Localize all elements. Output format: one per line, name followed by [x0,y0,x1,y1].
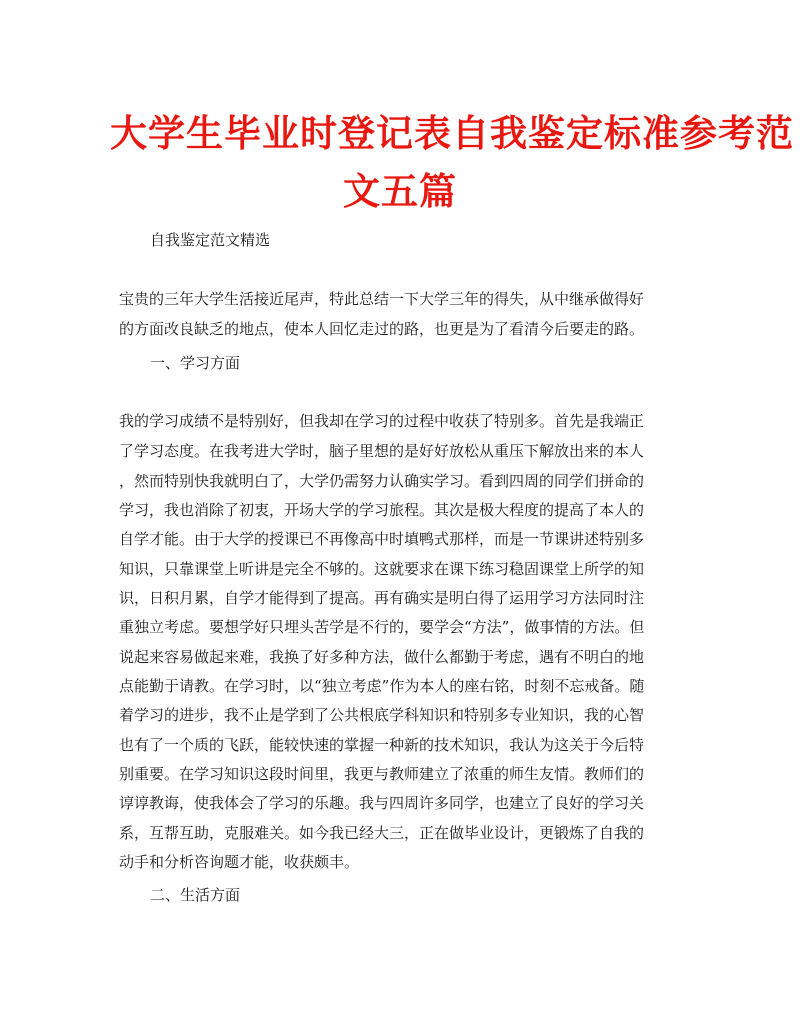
paragraph-line: 也有了一个质的飞跃，能较快速的掌握一种新的技术知识，我认为这关于今后特 [119,736,645,754]
paragraph-line: ，然而特别快我就明白了，大学仍需努力认确实学习。看到四周的同学们拼命的 [119,472,645,490]
document-subtitle: 自我鉴定范文精选 [150,231,271,249]
section-heading-study: 一、学习方面 [150,354,241,372]
paragraph-line: 着学习的进步，我不止是学到了公共根底学科知识和特别多专业知识，我的心智 [119,706,645,724]
paragraph-line: 谆谆教诲，使我体会了学习的乐趣。我与四周许多同学，也建立了良好的学习关 [119,794,645,812]
paragraph-line: 说起来容易做起来难，我换了好多种方法，做什么都勤于考虑，遇有不明白的地 [119,648,645,666]
paragraph-line: 别重要。在学习知识这段时间里，我更与教师建立了浓重的师生友情。教师们的 [119,765,645,783]
paragraph-line: 重独立考虑。要想学好只埋头苦学是不行的，要学会“方法”，做事情的方法。但 [119,618,645,636]
paragraph-line: 识，日积月累，自学才能得到了提高。再有确实是明白得了运用学习方法同时注 [119,589,645,607]
document-title-line-1: 大学生毕业时登记表自我鉴定标准参考范 [110,112,794,155]
paragraph-line: 系，互帮互助，克服难关。如今我已经大三，正在做毕业设计，更锻炼了自我的 [119,824,645,842]
intro-line: 宝贵的三年大学生活接近尾声，特此总结一下大学三年的得失，从中继承做得好 [119,290,645,308]
paragraph-line: 自学才能。由于大学的授课已不再像高中时填鸭式那样，而是一节课讲述特别多 [119,530,645,548]
paragraph-line: 了学习态度。在我考进大学时，脑子里想的是好好放松从重压下解放出来的本人 [119,442,645,460]
paragraph-line: 动手和分析咨询题才能，收获颇丰。 [119,853,360,871]
paragraph-line: 学习，我也消除了初衷，开场大学的学习旅程。其次是极大程度的提高了本人的 [119,501,645,519]
intro-line: 的方面改良缺乏的地点，使本人回忆走过的路，也更是为了看清今后要走的路。 [119,320,645,338]
paragraph-line: 点能勤于请教。在学习时，以“独立考虑”作为本人的座右铭，时刻不忘戒备。随 [119,677,645,695]
paragraph-line: 知识，只靠课堂上听讲是完全不够的。这就要求在课下练习稳固课堂上所学的知 [119,560,645,578]
section-heading-life: 二、生活方面 [150,886,241,904]
paragraph-line: 我的学习成绩不是特别好，但我却在学习的过程中收获了特别多。首先是我端正 [119,412,645,430]
document-title-line-2: 文五篇 [343,170,457,213]
